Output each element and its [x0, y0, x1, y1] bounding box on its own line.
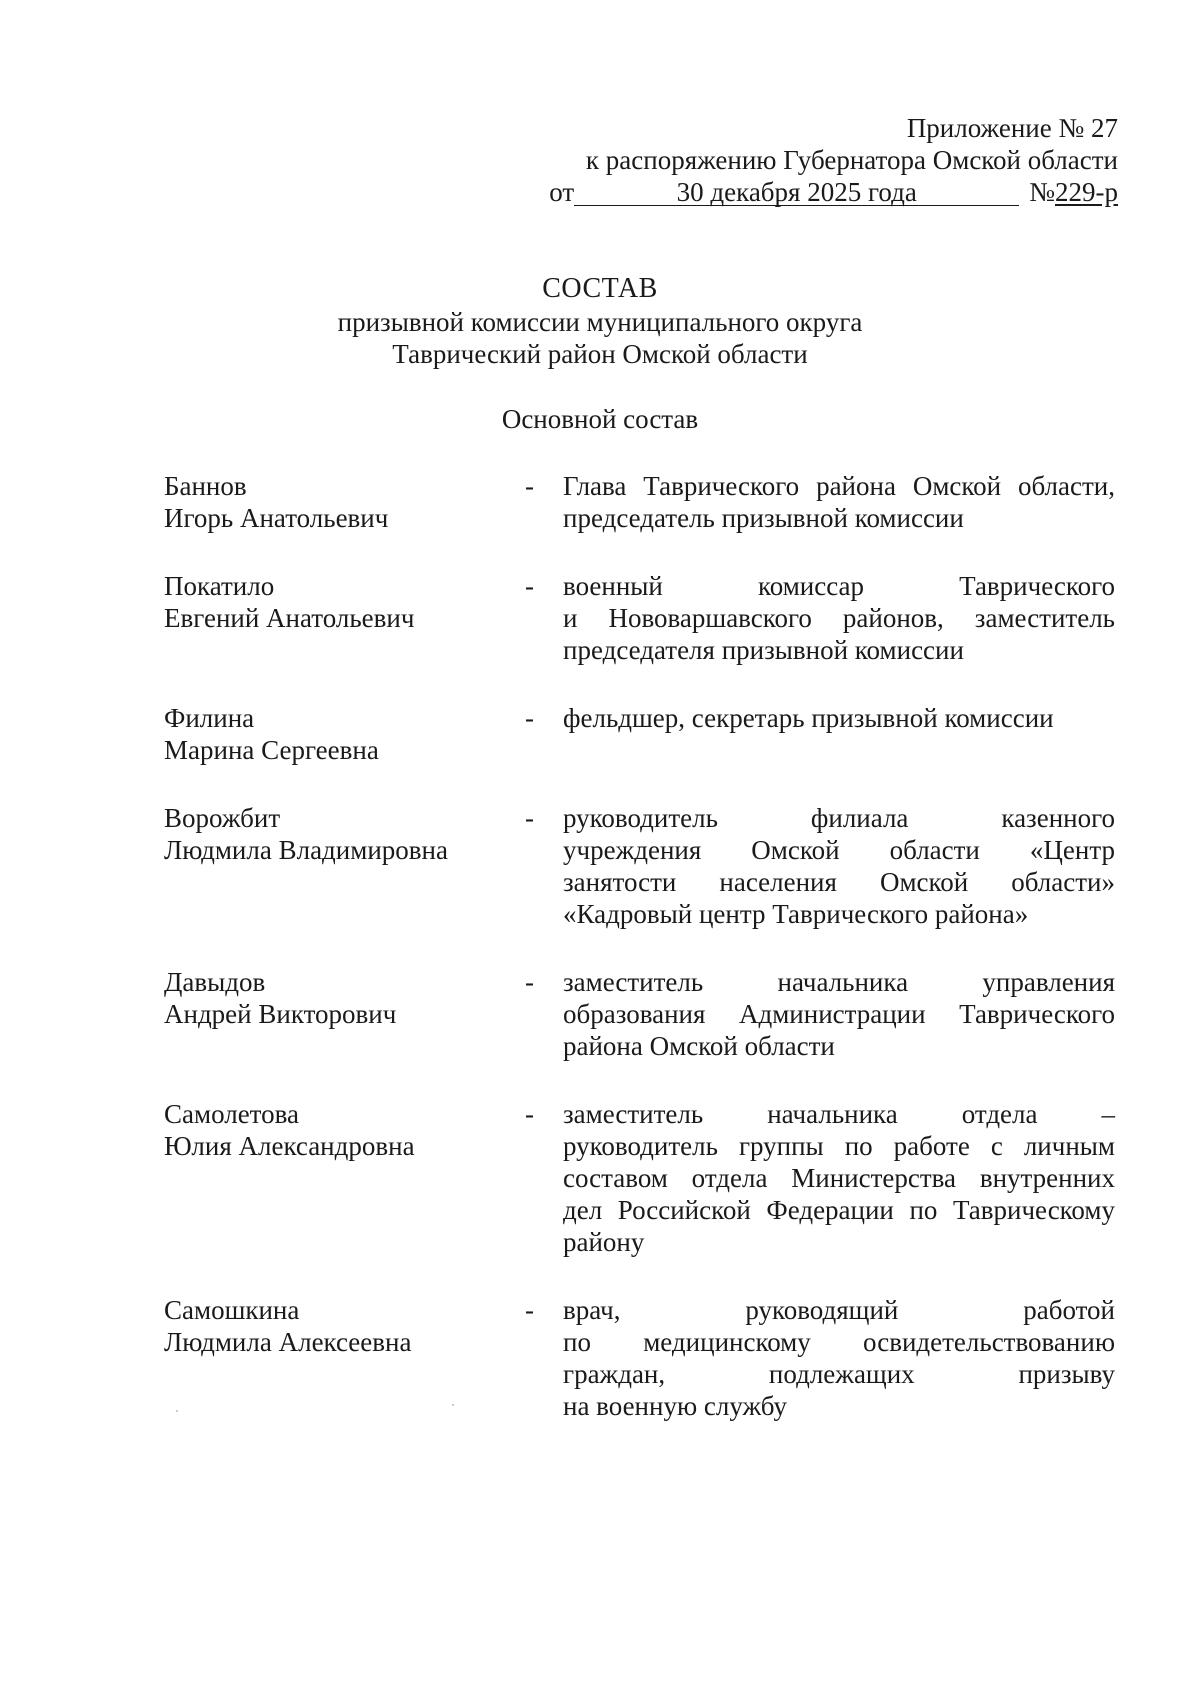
member-role-line: району [563, 1227, 645, 1257]
member-row [164, 470, 1118, 534]
member-row [164, 702, 1118, 766]
member-given-names: Людмила Алексеевна [164, 1327, 412, 1357]
member-given-names: Юлия Александровна [164, 1131, 415, 1161]
member-dash: - [525, 471, 534, 501]
document-title: СОСТАВ [542, 273, 658, 304]
member-surname: Филина [164, 703, 255, 733]
date-prefix: от [549, 177, 575, 207]
member-role-line: врач, руководящий работой [563, 1295, 1115, 1325]
member-given-names: Игорь Анатольевич [164, 503, 389, 533]
order-date-line [549, 176, 1118, 208]
appendix-reference: к распоряжению Губернатора Омской области [585, 145, 1118, 175]
member-role-line: «Кадровый центр Таврического района» [563, 899, 1029, 929]
member-dash: - [525, 967, 534, 997]
member-role-line: руководитель филиала казенного [563, 803, 1115, 833]
member-role-line: военный комиссар Таврического [563, 571, 1115, 601]
appendix-number: Приложение № 27 [906, 113, 1118, 143]
order-date: 30 декабря 2025 года [574, 179, 1019, 206]
member-role-line: председателя призывной комиссии [563, 635, 964, 665]
member-role-line: заместитель начальника отдела – [563, 1099, 1115, 1129]
member-role-line: заместитель начальника управления [563, 967, 1115, 997]
member-surname: Самолетова [164, 1099, 299, 1129]
member-role [563, 1098, 1115, 1258]
document-title-block [0, 272, 1200, 370]
section-title: Основной состав [501, 404, 699, 434]
member-given-names: Людмила Владимировна [164, 835, 448, 865]
member-role [563, 802, 1115, 930]
member-name [164, 1294, 519, 1422]
member-role-line: председатель призывной комиссии [563, 503, 964, 533]
member-name [164, 1098, 519, 1258]
member-role-line: Глава Таврического района Омской области, [563, 471, 1115, 501]
member-role-line: составом отдела Министерства внутренних [563, 1163, 1115, 1193]
member-role [563, 570, 1115, 666]
member-surname: Самошкина [164, 1295, 300, 1325]
member-dash: - [525, 1295, 534, 1325]
scan-speck [176, 1410, 178, 1412]
member-role-line: руководитель группы по работе с личным [563, 1131, 1115, 1161]
member-name [164, 702, 519, 766]
member-given-names: Марина Сергеевна [164, 735, 379, 765]
member-row [164, 570, 1118, 666]
member-name [164, 470, 519, 534]
member-role-line: на военную службу [563, 1391, 787, 1421]
member-role-line: фельдшер, секретарь призывной комиссии [563, 703, 1054, 733]
order-number: 229-р [1055, 177, 1118, 207]
member-dash: - [525, 571, 534, 601]
member-role [563, 470, 1115, 534]
number-prefix: № [1029, 177, 1055, 207]
appendix-header [549, 112, 1118, 208]
member-role-line: образования Администрации Таврического [563, 999, 1115, 1029]
member-role-line: занятости населения Омской области» [563, 867, 1115, 897]
member-surname: Покатило [164, 571, 275, 601]
member-row [164, 802, 1118, 930]
member-name [164, 802, 519, 930]
member-role [563, 1294, 1115, 1422]
member-dash: - [525, 703, 534, 733]
members-list [164, 470, 1118, 1458]
member-given-names: Андрей Викторович [164, 999, 397, 1029]
member-surname: Давыдов [164, 967, 266, 997]
member-surname: Баннов [164, 471, 247, 501]
member-given-names: Евгений Анатольевич [164, 603, 415, 633]
member-row [164, 1098, 1118, 1258]
member-role-line: и Нововаршавского районов, заместитель [563, 603, 1115, 633]
member-role-line: по медицинскому освидетельствованию [563, 1327, 1115, 1357]
member-name [164, 966, 519, 1062]
member-dash: - [525, 803, 534, 833]
member-role-line: учреждения Омской области «Центр [563, 835, 1115, 865]
scan-speck [452, 1404, 454, 1406]
member-role [563, 702, 1115, 766]
document-subtitle-line-2: Таврический район Омской области [392, 339, 808, 369]
member-role-line: дел Российской Федерации по Таврическому [563, 1195, 1115, 1225]
member-row [164, 1294, 1118, 1422]
member-role-line: граждан, подлежащих призыву [563, 1359, 1115, 1389]
member-row [164, 966, 1118, 1062]
member-name [164, 570, 519, 666]
member-surname: Ворожбит [164, 803, 281, 833]
member-dash: - [525, 1099, 534, 1129]
document-subtitle-line-1: призывной комиссии муниципального округа [337, 307, 863, 337]
member-role [563, 966, 1115, 1062]
member-role-line: района Омской области [563, 1031, 835, 1061]
